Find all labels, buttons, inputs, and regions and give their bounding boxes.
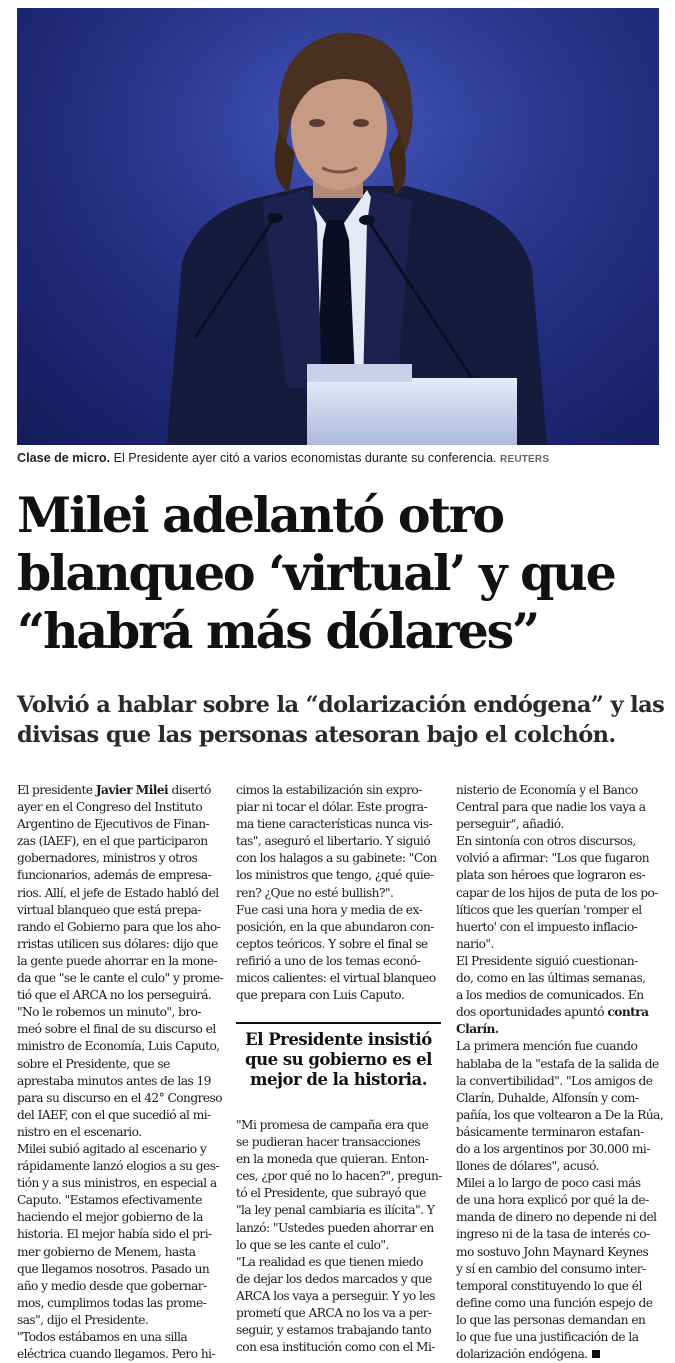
body-text-line: do a los argentinos por 30.000 mi-	[456, 1141, 650, 1156]
podium	[307, 378, 517, 445]
body-text-line: "la ley penal cambiaria es ilícita". Y	[236, 1203, 435, 1218]
body-text-line: la gente puede ahorrar en la mone-	[17, 953, 218, 968]
body-text-line: rristas utilicen sus dólares: dijo que	[17, 936, 218, 951]
caption-lead: Clase de micro.	[17, 451, 111, 465]
body-text-line: "La realidad es que tienen miedo	[236, 1254, 423, 1269]
body-text-line: tas", aseguró el libertario. Y siguió	[236, 834, 431, 849]
article-column-1	[17, 782, 232, 1363]
body-text-line: tió que el ARCA no los perseguirá.	[17, 988, 212, 1003]
pull-quote	[236, 1022, 441, 1090]
body-text-line: Clarín.	[456, 1022, 499, 1037]
body-text-line: ceptos teóricos. Y sobre el final se	[236, 936, 428, 951]
article-column-3	[456, 782, 664, 1363]
body-text-line: dolarización endógena.	[456, 1346, 661, 1363]
body-text-line: líticos que les querían 'romper el	[456, 902, 642, 917]
body-text-line: llones de dólares", acusó.	[456, 1159, 600, 1174]
body-text-line: Caputo. "Estamos efectivamente	[17, 1193, 202, 1208]
body-text-line: Milei subió agitado al escenario y	[17, 1141, 207, 1156]
body-text-line: rando el Gobierno para que los aho-	[17, 919, 221, 934]
headline-line: Milei adelantó otro	[17, 486, 503, 544]
body-text-line: Argentino de Ejecutivos de Finan-	[17, 817, 210, 832]
body-text-line: eléctrica cuando llegamos. Pero hi-	[17, 1347, 216, 1362]
pull-quote-line: El Presidente insistió	[245, 1030, 432, 1049]
subhead-line: Volvió a hablar sobre la “dolarización endógena” y las	[17, 692, 665, 718]
body-text-line: ministro de Economía, Luis Caputo,	[17, 1039, 220, 1054]
body-text-line: huerto' con el impuesto inflacio-	[456, 919, 638, 934]
subhead-line: divisas que las personas atesoran bajo el colchón.	[17, 722, 616, 748]
body-text-line: El Presidente siguió cuestionan-	[456, 953, 638, 968]
article-column-2-top	[236, 782, 441, 1004]
body-text-line: se pudieran hacer transacciones	[236, 1135, 421, 1150]
body-text-line: lanzó: "Ustedes pueden ahorrar en	[236, 1220, 434, 1235]
article-photo	[17, 8, 659, 445]
subheadline	[17, 690, 665, 750]
body-text-line: Central para que nadie los vaya a	[456, 800, 646, 815]
body-text-line: manda de dinero no depende ni del	[456, 1210, 657, 1225]
body-text-line: dos oportunidades apuntó contra	[456, 1005, 649, 1020]
body-text-line: tó el Presidente, que subrayó que	[236, 1186, 426, 1201]
body-text-line: rios. Allí, el jefe de Estado habló del	[17, 885, 219, 900]
body-text-line: aprestaba minutos antes de las 19	[17, 1073, 211, 1088]
body-text-line: funcionarios, además de empresa-	[17, 868, 212, 883]
body-text-line: da que "se le cante el culo" y prome-	[17, 971, 224, 986]
body-text-line: tión y a sus ministros, en especial a	[17, 1176, 217, 1191]
body-text-line: cimos la estabilización sin expro-	[236, 783, 422, 797]
body-text-line: la convertibilidad". "Los amigos de	[456, 1073, 653, 1088]
body-text-line: posición, en la que abundaron con-	[236, 919, 434, 934]
body-text-line: ayer en el Congreso del Instituto	[17, 800, 203, 815]
article-column-2-bottom	[236, 1117, 441, 1356]
body-text-line: ARCA los vaya a perseguir. Y yo les	[236, 1288, 435, 1303]
headline-line: “habrá más dólares”	[17, 602, 538, 660]
body-text-line: lo que fue una justificación de la	[456, 1330, 639, 1344]
body-text-line: ma tiene características nunca vis-	[236, 817, 433, 832]
end-of-article-mark	[592, 1350, 600, 1358]
body-text-line: "Mi promesa de campaña era que	[236, 1118, 429, 1132]
body-text-line: volvió a afirmar: "Los que fugaron	[456, 851, 650, 866]
body-text-line: prometí que ARCA no los va a per-	[236, 1306, 432, 1321]
body-text-line: Clarín, Duhalde, Alfonsín y com-	[456, 1090, 639, 1105]
body-text-line: El presidente Javier Milei disertó	[17, 783, 211, 797]
body-text-line: do, como en las últimas semanas,	[456, 971, 646, 986]
body-text-line: mo sostuvo John Maynard Keynes	[456, 1244, 649, 1259]
pull-quote-line: que su gobierno es el	[245, 1050, 432, 1069]
body-text-line: nisterio de Economía y el Banco	[456, 783, 638, 797]
body-text-line: ces, ¿por qué no lo hacen?", pregun-	[236, 1169, 442, 1184]
body-text-line: plata son héroes que lograron es-	[456, 868, 646, 883]
body-text-line: a los medios de comunicados. En	[456, 988, 644, 1003]
body-text-line: "No le robemos un minuto", bro-	[17, 1005, 202, 1020]
caption-text: El Presidente ayer citó a varios economistas durante su conferencia.	[110, 451, 501, 465]
body-text-line: define como una función espejo de	[456, 1295, 653, 1310]
photo-illustration	[17, 8, 659, 445]
body-text-line: capar de los hijos de puta de los po-	[456, 885, 658, 900]
body-text-line: "Todos estábamos en una silla	[17, 1330, 188, 1344]
body-text-line: que prepara con Luis Caputo.	[236, 988, 405, 1003]
body-text-line: del IAEF, con el que sucedió al mi-	[17, 1107, 211, 1122]
body-text-line: con esa institución como con el Mi-	[236, 1340, 435, 1355]
body-text-line: La primera mención fue cuando	[456, 1039, 638, 1054]
body-text-line: perseguir", añadió.	[456, 817, 564, 832]
body-text-line: básicamente terminaron estafan-	[456, 1124, 644, 1139]
body-text-line: nistro en el escenario.	[17, 1124, 142, 1139]
body-text-line: y sí en cambio del consumo inter-	[456, 1261, 646, 1276]
body-text-line: que llegamos nosotros. Pasado un	[17, 1261, 210, 1276]
photo-caption	[17, 450, 662, 468]
caption-credit: REUTERS	[500, 454, 550, 465]
headline	[17, 486, 667, 660]
body-text-line: En sintonía con otros discursos,	[456, 834, 636, 849]
body-text-line: virtual blanqueo que está prepa-	[17, 902, 201, 917]
body-text-line: Milei a lo largo de poco casi más	[456, 1176, 641, 1191]
body-text-line: gobernadores, ministros y otros	[17, 851, 198, 866]
body-text-line: pañía, los que voltearon a De la Rúa,	[456, 1107, 664, 1122]
headline-line: blanqueo ‘virtual’ y que	[17, 544, 615, 602]
body-text-line: en la moneda que quieran. Enton-	[236, 1152, 429, 1167]
body-text-line: lo que se les cante el culo".	[236, 1237, 389, 1252]
body-text-line: Fue casi una hora y media de ex-	[236, 902, 423, 917]
body-text-line: nario".	[456, 936, 494, 951]
body-text-line: ingreso ni de la tasa de interés co-	[456, 1227, 650, 1242]
body-text-line: piar ni tocar el dólar. Este progra-	[236, 800, 428, 815]
body-text-line: haciendo el mejor gobierno de la	[17, 1210, 203, 1225]
body-text-line: meó sobre el final de su discurso el	[17, 1022, 216, 1037]
body-text-line: de una hora explicó por qué la de-	[456, 1193, 649, 1208]
body-text-line: sobre el Presidente, que se	[17, 1056, 170, 1071]
body-text-line: historia. El mejor había sido el pri-	[17, 1227, 212, 1242]
body-text-line: los ministros que tengo, ¿qué quie-	[236, 868, 434, 883]
body-text-line: sas", dijo el Presidente.	[17, 1312, 149, 1327]
body-text-line: zas (IAEF), en el que participaron	[17, 834, 208, 849]
body-text-line: temporal constituyendo lo que él	[456, 1278, 642, 1293]
body-text-line: rápidamente lanzó elogios a su ges-	[17, 1159, 219, 1174]
body-text-line: micos calientes: el virtual blanqueo	[236, 971, 436, 986]
body-text-line: ren? ¿Que no esté bullish?".	[236, 885, 394, 900]
body-text-line: con los halagos a su gabinete: "Con	[236, 851, 437, 866]
body-text-line: año y medio desde que gobernar-	[17, 1278, 207, 1293]
body-text-line: de dejar los dedos marcados y que	[236, 1271, 432, 1286]
body-text-line: lo que las personas demandan en	[456, 1312, 646, 1327]
body-text-line: mer gobierno de Menem, hasta	[17, 1244, 196, 1259]
body-text-line: refirió a uno de los temas econó-	[236, 953, 421, 968]
pull-quote-line: mejor de la historia.	[250, 1070, 427, 1089]
body-text-line: seguir, y estamos trabajando tanto	[236, 1323, 432, 1338]
body-text-line: para su discurso en el 42° Congreso	[17, 1090, 223, 1105]
body-text-line: hablaba de la "estafa de la salida de	[456, 1056, 659, 1071]
body-text-line: mos, cumplimos todas las prome-	[17, 1295, 207, 1310]
